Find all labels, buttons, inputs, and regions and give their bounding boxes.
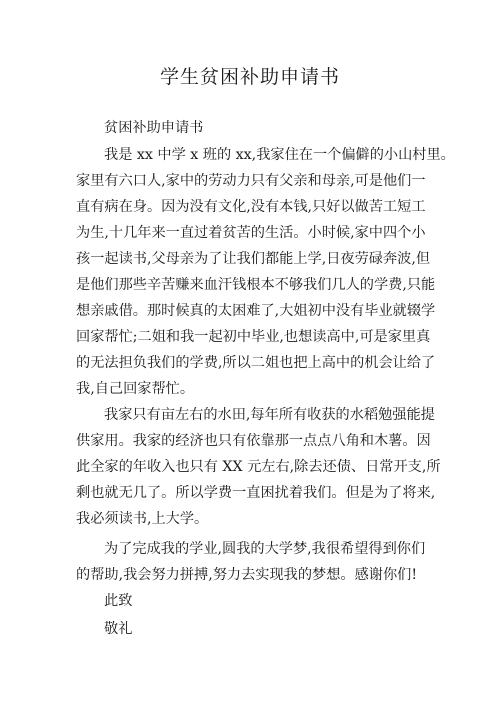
text-line: 我是 xx 中学 x 班的 xx,我家住在一个偏僻的小山村里。 <box>104 147 455 163</box>
closing-line: 此致 <box>104 593 133 609</box>
text-line: 为生,十几年来一直过着贫苦的生活。小时候,家中四个小 <box>76 225 426 241</box>
salutation-line: 敬礼 <box>104 621 133 637</box>
text-line: 的帮助,我会努力拼搏,努力去实现我的梦想。感谢你们! <box>76 567 418 583</box>
text-line: 想亲戚借。那时候真的太困难了,大姐初中没有毕业就辍学 <box>76 303 436 319</box>
text-line: 剩也就无几了。所以学费一直困扰着我们。但是为了将来, <box>76 485 436 501</box>
text-line: 家里有六口人,家中的劳动力只有父亲和母亲,可是他们一 <box>76 173 426 189</box>
text-line: 我,自己回家帮忙。 <box>76 381 195 397</box>
text-line: 回家帮忙;二姐和我一起初中毕业,也想读高中,可是家里真 <box>76 329 431 345</box>
letter-heading: 贫困补助申请书 <box>104 120 204 136</box>
text-line: 直有病在身。因为没有文化,没有本钱,只好以做苦工短工 <box>76 199 426 215</box>
text-line: 孩一起读书,父母亲为了让我们都能上学,日夜劳碌奔波,但 <box>76 251 431 267</box>
text-line: 我家只有亩左右的水田,每年所有收获的水稻勉强能提 <box>104 407 435 423</box>
text-line: 的无法担负我们的学费,所以二姐也把上高中的机会让给了 <box>76 355 436 371</box>
text-line: 此全家的年收入也只有 XX 元左右,除去还债、日常开支,所 <box>76 459 441 475</box>
text-line: 为了完成我的学业,圆我的大学梦,我很希望得到你们 <box>104 541 426 557</box>
text-line: 供家用。我家的经济也只有依靠那一点点八角和木薯。因 <box>76 433 431 449</box>
text-line: 是他们那些辛苦赚来血汗钱根本不够我们几人的学费,只能 <box>76 277 436 293</box>
document-title: 学生贫困补助申请书 <box>159 66 340 88</box>
text-line: 我必须读书,上大学。 <box>76 511 209 527</box>
